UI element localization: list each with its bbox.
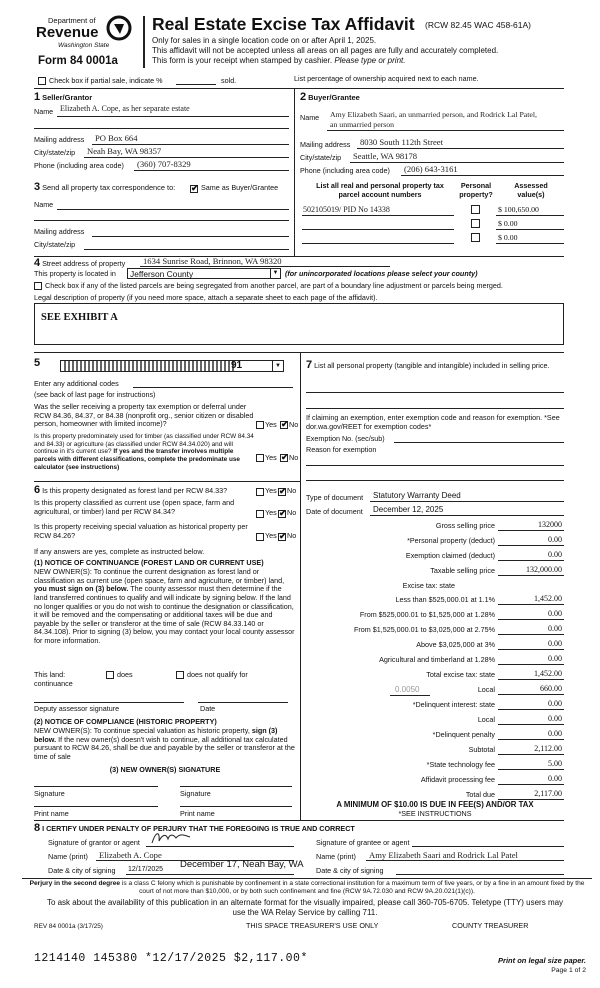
grantee-signature-line[interactable] bbox=[412, 846, 564, 847]
segregate-label: Check box if any of the listed parcels are being segregated from another parcel, are part of a boundary line adjustment or parcels being merged. bbox=[45, 281, 503, 290]
dor-seal-icon bbox=[106, 14, 132, 42]
taxable-value[interactable]: 132,000.00 bbox=[526, 565, 562, 574]
notice1-body bbox=[34, 568, 296, 646]
processing-fee-value[interactable]: 0.00 bbox=[548, 774, 562, 783]
exemption-deduct-label: Exemption claimed (deduct) bbox=[405, 551, 495, 560]
timber-no-checkbox[interactable] bbox=[280, 454, 288, 462]
parcels-col2-header: Personal property? bbox=[459, 181, 493, 199]
grantor-signature[interactable] bbox=[150, 829, 192, 847]
land-does-label: does bbox=[117, 670, 133, 679]
tech-fee-line bbox=[498, 769, 564, 770]
rule-sec8 bbox=[34, 820, 564, 821]
seller-section-title: Seller/Grantor bbox=[42, 93, 93, 102]
same-as-buyer-checkbox[interactable] bbox=[190, 185, 198, 193]
grantee-name-value[interactable]: Amy Elizabeth Saari and Rodrick Lal Patel bbox=[369, 850, 518, 860]
treasurer-use: THIS SPACE TREASURER'S USE ONLY bbox=[246, 921, 379, 930]
certify-text: I CERTIFY UNDER PENALTY OF PERJURY THAT THE FOREGOING IS TRUE AND CORRECT bbox=[42, 824, 355, 833]
correspondence-name-label: Name bbox=[34, 200, 54, 209]
street-value[interactable]: 1634 Sunrise Road, Brinnon, WA 98320 bbox=[143, 256, 282, 266]
header-note-1: Only for sales in a single location code on or after April 1, 2025. bbox=[152, 36, 377, 45]
delinquent-penalty-label: *Delinquent penalty bbox=[432, 730, 495, 739]
legal-size-note: Print on legal size paper. bbox=[498, 956, 586, 965]
perjury-rest: is a class C felony which is punishable by confinement in a state correctional institution for a maximum term of five years, or by a fine in an amount fixed by the court of not more than $10,000, or by both such confinement and fine (RCW 9A.72.030 and RCW 9A.20.021(1)(c)). bbox=[121, 880, 585, 895]
land-does-not-label: does not qualify for bbox=[187, 670, 248, 679]
excise-state-label: Excise tax: state bbox=[402, 581, 455, 590]
property-section-number: 4 bbox=[34, 257, 41, 269]
exemption-no-label: No bbox=[289, 420, 299, 429]
subtotal-label: Subtotal bbox=[468, 745, 495, 754]
notice2-body-b: sign (3) below. bbox=[34, 726, 278, 744]
doc-date-line bbox=[370, 515, 564, 516]
header-note-3 bbox=[152, 56, 405, 66]
exemption-yes-checkbox[interactable] bbox=[256, 421, 264, 429]
correspondence-section-number: 3 bbox=[34, 181, 41, 193]
grantor-date-city-value[interactable]: December 17, Neah Bay, WA bbox=[180, 859, 304, 870]
county-selected-value: Jefferson County bbox=[130, 269, 194, 279]
additional-codes-line[interactable] bbox=[133, 387, 293, 388]
logo-revenue-text: Revenue bbox=[36, 24, 99, 41]
parcel-value-2[interactable]: $ 0.00 bbox=[498, 219, 518, 228]
county-treasurer: COUNTY TREASURER bbox=[452, 921, 529, 930]
rule-footer bbox=[22, 878, 592, 879]
buyer-section-number: 2 bbox=[300, 91, 307, 103]
treasurer-stamp: 1214140 145380 *12/17/2025 $2,117.00* bbox=[34, 952, 308, 965]
personal-deduct-label: *Personal property (deduct) bbox=[407, 536, 495, 545]
timber-question-b: If yes and the transfer involves multiple parcels with different classifications, complete the predominate use calculator (see instructions) bbox=[34, 448, 240, 471]
parcel-value-line-1 bbox=[496, 215, 564, 216]
correspondence-name-line[interactable] bbox=[57, 209, 289, 210]
rule-sec5 bbox=[34, 352, 564, 353]
parcel-personal-checkbox-3[interactable] bbox=[471, 233, 480, 242]
forest-question bbox=[34, 484, 256, 497]
buyer-city-label: City/state/zip bbox=[300, 153, 342, 162]
buyer-phone-line bbox=[401, 175, 564, 176]
legal-description-value: SEE EXHIBIT A bbox=[41, 312, 118, 323]
gross-label: Gross selling price bbox=[435, 521, 495, 530]
correspondence-heading bbox=[34, 181, 175, 194]
tier1-label: Less than $525,000.01 at 1.1% bbox=[395, 595, 495, 604]
tier4-line bbox=[498, 649, 564, 650]
parcel-value-line-3 bbox=[496, 243, 564, 244]
minimum-note: A MINIMUM OF $10.00 IS DUE IN FEE(S) AND/OR TAX bbox=[336, 800, 534, 809]
notice1-body-b: you must sign on (3) below. bbox=[34, 584, 129, 594]
additional-codes-sub: (see back of last page for instructions) bbox=[34, 390, 156, 399]
ag-value[interactable]: 0.00 bbox=[548, 654, 562, 663]
correspondence-city-label: City/state/zip bbox=[34, 240, 76, 249]
notice2-title: (2) NOTICE OF COMPLIANCE (HISTORIC PROPERTY) bbox=[34, 717, 217, 726]
seller-mailing-label: Mailing address bbox=[34, 135, 85, 144]
buyer-city-value[interactable]: Seattle, WA 98178 bbox=[353, 151, 418, 161]
doc-type-label: Type of document bbox=[306, 493, 364, 502]
form-number: Form 84 0001a bbox=[38, 55, 118, 67]
notice2-body-a: NEW OWNER(S): To continue special valuation as historic property, bbox=[34, 726, 250, 735]
grantor-name-label: Name (print) bbox=[48, 852, 88, 861]
continuance-label: continuance bbox=[34, 679, 73, 688]
personal-property-heading bbox=[306, 359, 564, 372]
seller-city-line bbox=[84, 157, 289, 158]
partial-sale-sold: sold. bbox=[221, 76, 237, 85]
correspondence-mailing-label: Mailing address bbox=[34, 227, 85, 236]
total-due-value[interactable]: 2,117.00 bbox=[534, 789, 562, 798]
tier1-line bbox=[498, 604, 564, 605]
grantee-date-city-line[interactable] bbox=[396, 874, 564, 875]
grantee-signature-label: Signature of grantee or agent bbox=[316, 838, 410, 847]
gross-value[interactable]: 132000 bbox=[538, 520, 562, 529]
personal-deduct-value[interactable]: 0.00 bbox=[548, 535, 562, 544]
header-note-3b: Please type or print. bbox=[334, 56, 406, 65]
if-yes-note: If any answers are yes, complete as instructed below. bbox=[34, 547, 205, 556]
parcels-col3-header: Assessed value(s) bbox=[514, 181, 548, 199]
deputy-signature-line[interactable] bbox=[34, 702, 184, 703]
perjury-notice bbox=[24, 880, 590, 896]
local-value[interactable]: 660.00 bbox=[540, 684, 562, 693]
accessibility-notice: To ask about the availability of this publication in an alternate format for the visually impaired, please call 360-705-6705. Teletype (TTY) users may use the WA Relay Service by calling 711. bbox=[46, 898, 564, 917]
buyer-heading bbox=[300, 91, 360, 104]
rev-number: REV 84 0001a (3/17/25) bbox=[34, 923, 103, 930]
owner-print-line-2[interactable] bbox=[180, 806, 292, 807]
header-note-2: This affidavit will not be accepted unless all areas on all pages are fully and accurately completed. bbox=[152, 46, 499, 55]
current-use-no-label: No bbox=[287, 508, 297, 517]
delinquent-interest-value[interactable]: 0.00 bbox=[548, 699, 562, 708]
buyer-mailing-line bbox=[357, 148, 564, 149]
section6-number: 6 bbox=[34, 484, 41, 496]
county-note: (for unincorporated locations please select your county) bbox=[285, 269, 478, 278]
owner-signature-label-2: Signature bbox=[180, 789, 211, 798]
buyer-name-value-1[interactable]: Amy Elizabeth Saari, an unmarried person, and Rodrick Lal Patel, bbox=[330, 110, 537, 119]
notice1-body-a: NEW OWNER(S): To continue the current designation as forest land or classification as current use (open space, farm and agriculture, or timber) land, bbox=[34, 567, 285, 585]
timber-question-a: Is this property predominately used for timber (as classified under RCW 84.34 and 84.33) or agriculture (as classified under RCW 84.34.020) and will continue in it's current use? bbox=[34, 433, 254, 456]
local-rate-value[interactable]: 0.0050 bbox=[395, 685, 420, 694]
tier3-value[interactable]: 0.00 bbox=[548, 624, 562, 633]
delinquent-interest-line bbox=[498, 709, 564, 710]
page-number: Page 1 of 2 bbox=[551, 967, 586, 974]
parcel-value-3[interactable]: $ 0.00 bbox=[498, 233, 518, 242]
chevron-down-icon[interactable]: ▼ bbox=[272, 361, 283, 371]
total-state-line bbox=[498, 679, 564, 680]
personal-deduct-line bbox=[498, 545, 564, 546]
tier3-line bbox=[498, 634, 564, 635]
seller-section-number: 1 bbox=[34, 91, 41, 103]
section8-number: 8 bbox=[34, 822, 41, 834]
tech-fee-value[interactable]: 5.00 bbox=[548, 759, 562, 768]
doc-type-value[interactable]: Statutory Warranty Deed bbox=[373, 491, 461, 500]
tech-fee-label: *State technology fee bbox=[426, 760, 495, 769]
grantee-name-label: Name (print) bbox=[316, 852, 356, 861]
seller-city-value[interactable]: Neah Bay, WA 98357 bbox=[87, 146, 162, 156]
local-label: Local bbox=[477, 685, 495, 694]
primary-code-value: 91 bbox=[231, 360, 243, 371]
historic-no-label: No bbox=[287, 531, 297, 540]
current-use-yes-label: Yes bbox=[265, 508, 277, 517]
buyer-phone-label: Phone (including area code) bbox=[300, 166, 390, 175]
parcel-personal-checkbox-2[interactable] bbox=[471, 219, 480, 228]
owner-signature-line-2[interactable] bbox=[180, 786, 292, 787]
total-state-value[interactable]: 1,452.00 bbox=[534, 669, 562, 678]
forest-no-checkbox[interactable] bbox=[278, 488, 286, 496]
street-line bbox=[140, 266, 390, 267]
buyer-mailing-label: Mailing address bbox=[300, 140, 351, 149]
taxable-label: Taxable selling price bbox=[430, 566, 495, 575]
exemption-yes-label: Yes bbox=[265, 420, 277, 429]
parcel-number-1[interactable]: 502105019/ PID No 14338 bbox=[303, 205, 390, 214]
processing-fee-line bbox=[498, 784, 564, 785]
logo-dept-text: Department of bbox=[48, 16, 96, 25]
subtotal-line bbox=[498, 754, 564, 755]
delinquent-penalty-line bbox=[498, 739, 564, 740]
total-due-label: Total due bbox=[465, 790, 495, 799]
header-divider bbox=[143, 16, 145, 68]
notice2-body-c: If the new owner(s) doesn't wish to continue, all additional tax calculated pursuant to RCW 84.26, shall be due and payable by the seller or transferor at the time of sale bbox=[34, 734, 295, 761]
correspondence-city-line[interactable] bbox=[84, 249, 289, 250]
buyer-name-value-2[interactable]: an unmarried person bbox=[330, 120, 395, 129]
seller-phone-line bbox=[134, 170, 289, 171]
local-line bbox=[498, 694, 564, 695]
located-label: This property is located in bbox=[34, 269, 116, 278]
historic-yes-label: Yes bbox=[265, 531, 277, 540]
grantor-date-city-label: Date & city of signing bbox=[48, 866, 116, 875]
tier2-value[interactable]: 0.00 bbox=[548, 609, 562, 618]
seller-phone-label: Phone (including area code) bbox=[34, 161, 124, 170]
buyer-name-label: Name bbox=[300, 113, 320, 122]
seller-mailing-value[interactable]: PO Box 664 bbox=[95, 133, 138, 143]
seller-name-line bbox=[57, 116, 289, 117]
doc-type-line bbox=[370, 501, 564, 502]
owner-print-label-1: Print name bbox=[34, 809, 69, 818]
historic-question: Is this property receiving special valuation as historical property per RCW 84.26? bbox=[34, 522, 248, 540]
partial-sale-checkbox[interactable] bbox=[38, 77, 46, 85]
forest-question-text: Is this property designated as forest land per RCW 84.33? bbox=[42, 486, 228, 495]
tier1-value[interactable]: 1,452.00 bbox=[534, 594, 562, 603]
tier4-label: Above $3,025,000 at 3% bbox=[416, 640, 495, 649]
local2-line bbox=[498, 724, 564, 725]
owner-signature-line-1[interactable] bbox=[34, 786, 158, 787]
seller-heading bbox=[34, 91, 92, 104]
exemption-claim-b: *See dor.wa.gov/REET for exemption codes* bbox=[306, 413, 560, 431]
total-state-label: Total excise tax: state bbox=[426, 670, 495, 679]
grantor-date-city-line bbox=[126, 874, 294, 875]
tier4-value[interactable]: 0.00 bbox=[548, 639, 562, 648]
seller-name-line-2 bbox=[34, 128, 289, 129]
timber-question bbox=[34, 433, 256, 471]
forest-no-label: No bbox=[287, 486, 297, 495]
seller-mailing-line bbox=[92, 144, 289, 145]
owner-signature-label-1: Signature bbox=[34, 789, 65, 798]
current-use-yes-checkbox[interactable] bbox=[256, 510, 264, 518]
legal-label: Legal description of property (if you need more space, attach a separate sheet to each page of the affidavit). bbox=[34, 293, 378, 302]
exemption-deduct-value[interactable]: 0.00 bbox=[548, 550, 562, 559]
exemption-reason-line-2[interactable] bbox=[306, 480, 564, 481]
grantor-signature-label: Signature of grantor or agent bbox=[48, 838, 140, 847]
legal-description-box[interactable] bbox=[34, 303, 564, 345]
gross-line bbox=[498, 530, 564, 531]
header-note-3a: This form is your receipt when stamped by cashier. bbox=[152, 56, 333, 65]
exemption-claim-label bbox=[306, 414, 564, 431]
county-select[interactable] bbox=[127, 268, 281, 279]
buyer-city-line bbox=[350, 162, 564, 163]
local-rate-line bbox=[390, 695, 430, 696]
forest-yes-label: Yes bbox=[265, 486, 277, 495]
personal-property-line[interactable] bbox=[306, 392, 564, 393]
form-title-ref: (RCW 82.45 WAC 458-61A) bbox=[425, 20, 531, 30]
parcel-line-2[interactable] bbox=[302, 229, 454, 230]
section5-number: 5 bbox=[34, 357, 41, 369]
grantee-name-line bbox=[366, 860, 564, 861]
exemption-reason-label: Reason for exemption bbox=[306, 445, 377, 454]
partial-sale-label: Check box if partial sale, indicate % bbox=[49, 76, 163, 85]
local2-value[interactable]: 0.00 bbox=[548, 714, 562, 723]
personal-property-line-2[interactable] bbox=[306, 408, 564, 409]
buyer-mailing-value[interactable]: 8030 South 112th Street bbox=[360, 137, 443, 147]
exemption-no-field-label: Exemption No. (sec/sub) bbox=[306, 434, 385, 443]
partial-sale-percent-line[interactable] bbox=[176, 84, 216, 85]
processing-fee-label: Affidavit processing fee bbox=[420, 775, 495, 784]
ownership-note: List percentage of ownership acquired next to each name. bbox=[294, 74, 479, 83]
primary-code-select[interactable] bbox=[60, 360, 284, 372]
exemption-no-checkbox[interactable] bbox=[280, 421, 288, 429]
owner-signature-title: (3) NEW OWNER(S) SIGNATURE bbox=[109, 765, 221, 774]
parcel-line-3[interactable] bbox=[302, 243, 454, 244]
personal-property-label: List all personal property (tangible and intangible) included in selling price. bbox=[314, 361, 550, 370]
land-does-not-checkbox[interactable] bbox=[176, 671, 184, 679]
deputy-date-label: Date bbox=[200, 704, 216, 713]
owner-print-line-1[interactable] bbox=[34, 806, 158, 807]
exemption-question: Was the seller receiving a property tax exemption or deferral under RCW 84.36, 84.37, or 84.38 (nonprofit org., senior citizen or disabled person, homeowner with limited income)? bbox=[34, 402, 254, 429]
delinquent-interest-label: *Delinquent interest: state bbox=[412, 700, 495, 709]
perjury-bold: Perjury in the second degree bbox=[29, 880, 121, 887]
doc-date-value[interactable]: December 12, 2025 bbox=[373, 505, 444, 514]
street-label: Street address of property bbox=[42, 259, 126, 268]
parcel-value-line-2 bbox=[496, 229, 564, 230]
form-title: Real Estate Excise Tax Affidavit bbox=[152, 14, 415, 34]
owner-print-label-2: Print name bbox=[180, 809, 215, 818]
local2-label: Local bbox=[477, 715, 495, 724]
chevron-down-icon[interactable]: ▼ bbox=[270, 269, 280, 278]
buyer-section-title: Buyer/Grantee bbox=[308, 93, 360, 102]
parcel-line-1 bbox=[302, 215, 454, 216]
grantor-signature-line bbox=[146, 846, 294, 847]
exemption-reason-line[interactable] bbox=[306, 465, 564, 466]
correspondence-name-line-2 bbox=[34, 220, 289, 221]
deputy-signature-label: Deputy assessor signature bbox=[34, 704, 120, 713]
notice1-title: (1) NOTICE OF CONTINUANCE (FOREST LAND OR CURRENT USE) bbox=[34, 558, 264, 567]
segregate-checkbox[interactable] bbox=[34, 282, 42, 290]
notice2-body bbox=[34, 727, 296, 762]
grantor-date-value[interactable]: 12/17/2025 bbox=[128, 866, 164, 873]
exemption-claim-a: If claiming an exemption, enter exemption code and reason for exemption. bbox=[306, 413, 543, 422]
rule-top bbox=[34, 88, 564, 89]
buyer-phone-value[interactable]: (206) 643-3161 bbox=[404, 164, 458, 174]
current-use-question: Is this property classified as current use (open space, farm and agricultural, or timber) land per RCW 84.34? bbox=[34, 498, 235, 516]
rule-sec6 bbox=[34, 481, 300, 482]
seller-name-label: Name bbox=[34, 107, 54, 116]
land-label: This land: bbox=[34, 670, 66, 679]
delinquent-penalty-value[interactable]: 0.00 bbox=[548, 729, 562, 738]
seller-name-value[interactable]: Elizabeth A. Cope, as her separate estate bbox=[60, 104, 190, 113]
additional-codes-label: Enter any additional codes bbox=[34, 379, 119, 388]
parcel-personal-checkbox-1[interactable] bbox=[471, 205, 480, 214]
tier2-label: From $525,000.01 to $1,525,000 at 1.28% bbox=[359, 610, 495, 619]
notice1-body-c: The county assessor must then determine if the land transferred continues to qualify and will indicate by signing below. If the land no longer qualifies or you do not wish to continue the designation or classification, it will be removed and the compensating or additional taxes will be due and payable by the seller or transferor at the time of sale (RCW 84.33.140 or 84.34.108). Prior to signing (3) below, you may contact your local county assessor for more information. bbox=[34, 584, 295, 646]
timber-yes-checkbox[interactable] bbox=[256, 454, 264, 462]
tier2-line bbox=[498, 619, 564, 620]
seller-city-label: City/state/zip bbox=[34, 148, 76, 157]
ag-line bbox=[498, 664, 564, 665]
primary-code-redacted bbox=[64, 361, 234, 371]
deputy-date-line[interactable] bbox=[198, 702, 288, 703]
historic-no-checkbox[interactable] bbox=[278, 533, 286, 541]
correspondence-label: Send all property tax correspondence to: bbox=[42, 183, 176, 192]
exemption-no-line[interactable] bbox=[394, 442, 564, 443]
subtotal-value[interactable]: 2,112.00 bbox=[534, 744, 562, 753]
section7-number: 7 bbox=[306, 359, 313, 371]
parcel-value-1[interactable]: $ 100,650.00 bbox=[498, 205, 539, 214]
exemption-deduct-line bbox=[498, 560, 564, 561]
current-use-no-checkbox[interactable] bbox=[278, 510, 286, 518]
logo-state-text: Washington State bbox=[58, 42, 110, 49]
seller-phone-value[interactable]: (360) 707-8329 bbox=[137, 159, 191, 169]
grantor-name-value[interactable]: Elizabeth A. Cope bbox=[99, 850, 162, 860]
buyer-name-line bbox=[327, 130, 564, 131]
taxable-line bbox=[498, 575, 564, 576]
ag-label: Agricultural and timberland at 1.28% bbox=[379, 655, 495, 664]
grantee-date-city-label: Date & city of signing bbox=[316, 866, 384, 875]
timber-yes-label: Yes bbox=[265, 453, 277, 462]
correspondence-mailing-line[interactable] bbox=[92, 236, 289, 237]
timber-no-label: No bbox=[289, 453, 299, 462]
certify-heading bbox=[34, 822, 355, 835]
column-divider bbox=[294, 88, 295, 256]
land-does-checkbox[interactable] bbox=[106, 671, 114, 679]
same-as-buyer-label: Same as Buyer/Grantee bbox=[201, 183, 279, 192]
tier3-label: From $1,525,000.01 to $3,025,000 at 2.75% bbox=[353, 625, 495, 634]
parcels-col1-header: List all real and personal property tax parcel account numbers bbox=[316, 181, 444, 199]
forest-yes-checkbox[interactable] bbox=[256, 488, 264, 496]
see-instructions: *SEE INSTRUCTIONS bbox=[398, 809, 472, 818]
doc-date-label: Date of document bbox=[306, 507, 363, 516]
historic-yes-checkbox[interactable] bbox=[256, 533, 264, 541]
